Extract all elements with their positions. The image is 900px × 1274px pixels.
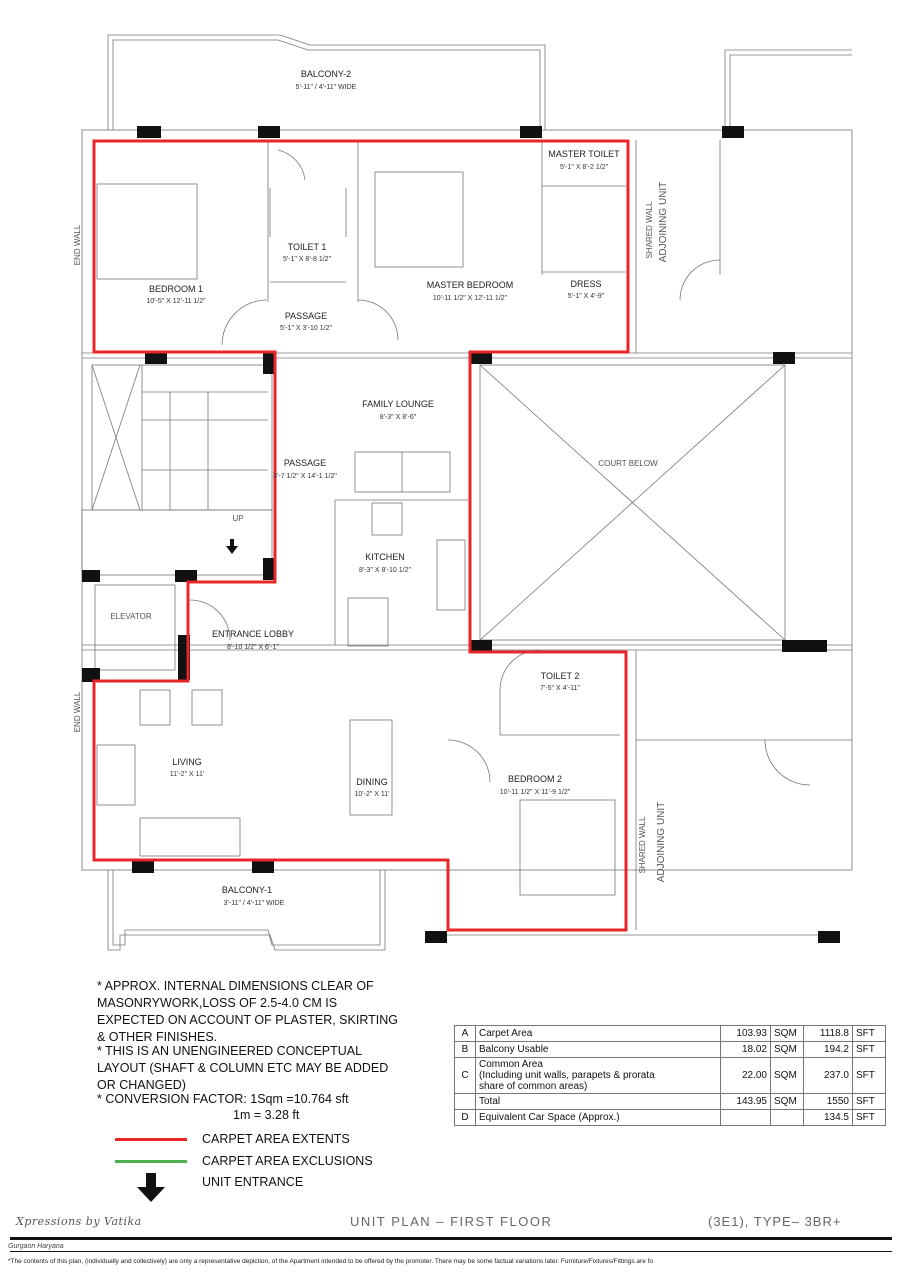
conversion-factor-line1: * CONVERSION FACTOR: 1Sqm =10.764 sft <box>97 1092 349 1106</box>
legend-carpet-exclusions <box>115 1151 373 1171</box>
row-sft-unit: SFT <box>853 1094 886 1110</box>
room-dims-family-lounge: 8'-3" X 8'-6" <box>379 414 417 421</box>
row-sft: 237.0 <box>804 1058 853 1094</box>
row-label-line: share of common areas) <box>479 1081 588 1092</box>
note-internal-dimensions: * APPROX. INTERNAL DIMENSIONS CLEAR OF MASONRYWORK,LOSS OF 2.5-4.0 CM IS EXPECTED ON ACCOUNT OF PLASTER, SKIRTING & OTHER FINISHES. <box>97 979 398 1044</box>
room-name-balcony1: BALCONY-1 <box>221 885 273 895</box>
row-sqm-unit: SQM <box>771 1042 804 1058</box>
adjoining-unit-top-label: ADJOINING UNIT <box>658 181 669 263</box>
room-name-toilet2: TOILET 2 <box>540 671 580 681</box>
room-dims-toilet2: 7'-5" X 4'-11" <box>540 685 580 692</box>
carpet-area-boundary <box>94 141 628 930</box>
row-sft: 194.2 <box>804 1042 853 1058</box>
row-label: Carpet Area <box>476 1026 721 1042</box>
row-sqm: 18.02 <box>720 1042 770 1058</box>
footer-divider-thick <box>10 1237 892 1240</box>
table-row <box>455 1026 886 1042</box>
room-name-passage-top: PASSAGE <box>284 311 328 321</box>
conversion-factor-line2: 1m = 3.28 ft <box>233 1108 300 1122</box>
row-sft: 1550 <box>804 1094 853 1110</box>
legend-arrow-icon <box>115 1173 187 1203</box>
shared-wall-top-label: SHARED WALL <box>645 201 654 259</box>
row-sqm-unit: SQM <box>771 1094 804 1110</box>
row-sqm: 103.93 <box>720 1026 770 1042</box>
row-label-line: Common Area <box>479 1059 543 1070</box>
room-name-bedroom2: BEDROOM 2 <box>507 774 563 784</box>
room-dims-bedroom1: 10'-5" X 12'-11 1/2" <box>146 298 206 305</box>
room-name-master-toilet: MASTER TOILET <box>548 149 620 159</box>
footer-divider-thin <box>10 1251 892 1252</box>
shared-wall-bottom-label: SHARED WALL <box>638 816 647 874</box>
wall-columns <box>82 126 840 943</box>
row-sft-unit: SFT <box>853 1042 886 1058</box>
unit-entrance-arrow <box>226 539 238 554</box>
row-sqm-unit: SQM <box>771 1026 804 1042</box>
row-sqm: 143.95 <box>720 1094 770 1110</box>
note-unengineered-layout: * THIS IS AN UNENGINEERED CONCEPTUAL LAYOUT (SHAFT & COLUMN ETC MAY BE ADDED OR CHANGED) <box>97 1044 389 1092</box>
up-label: UP <box>232 514 244 523</box>
table-row <box>455 1094 886 1110</box>
row-key <box>455 1094 476 1110</box>
table-row <box>455 1058 886 1094</box>
legend-carpet-extents-label: CARPET AREA EXTENTS <box>202 1132 350 1146</box>
row-sft-unit: SFT <box>853 1026 886 1042</box>
row-key: D <box>455 1110 476 1126</box>
adjoining-unit-bottom-label: ADJOINING UNIT <box>656 801 667 883</box>
room-labels <box>146 69 620 907</box>
row-label: Total <box>476 1094 721 1110</box>
room-dims-master-toilet: 5'-1" X 8'-2 1/2" <box>559 164 609 171</box>
row-sft: 1118.8 <box>804 1026 853 1042</box>
elevator-label: ELEVATOR <box>110 612 152 621</box>
row-key: A <box>455 1026 476 1042</box>
row-key: B <box>455 1042 476 1058</box>
row-sqm-unit: SQM <box>771 1058 804 1094</box>
legend-carpet-exclusions-label: CARPET AREA EXCLUSIONS <box>202 1154 373 1168</box>
room-name-master-bedroom: MASTER BEDROOM <box>426 280 514 290</box>
room-dims-passage-mid: 3'-7 1/2" X 14'-1 1/2" <box>273 473 337 480</box>
room-dims-dining: 10'-2" X 11' <box>354 791 390 798</box>
room-dims-kitchen: 8'-3" X 8'-10 1/2" <box>358 567 412 574</box>
legend-red-line <box>115 1138 187 1141</box>
room-name-entrance-lobby: ENTRANCE LOBBY <box>211 629 295 639</box>
room-name-balcony2: BALCONY-2 <box>300 69 352 79</box>
room-dims-entrance-lobby: 8'-10 1/2" X 6'-1" <box>226 644 280 651</box>
plan-structure <box>82 35 852 950</box>
unit-type: (3E1), TYPE– 3BR+ <box>708 1214 842 1229</box>
row-sqm <box>720 1110 770 1126</box>
room-dims-balcony2: 5'-11" / 4'-11" WIDE <box>295 84 357 91</box>
room-name-dining: DINING <box>356 777 388 787</box>
room-dims-living: 11'-2" X 11' <box>169 771 205 778</box>
row-key: C <box>455 1058 476 1094</box>
room-dims-balcony1: 3'-11" / 4'-11" WIDE <box>223 900 285 907</box>
room-name-kitchen: KITCHEN <box>365 552 405 562</box>
table-row <box>455 1110 886 1126</box>
row-label: Equivalent Car Space (Approx.) <box>476 1110 721 1126</box>
court-below-label: COURT BELOW <box>598 459 658 468</box>
legend-green-line <box>115 1160 187 1163</box>
room-name-family-lounge: FAMILY LOUNGE <box>362 399 434 409</box>
row-sft-unit: SFT <box>853 1110 886 1126</box>
room-name-bedroom1: BEDROOM 1 <box>148 284 204 294</box>
row-sqm-unit <box>771 1110 804 1126</box>
location-text: Gurgaon Haryana <box>8 1243 64 1250</box>
room-dims-toilet1: 5'-1" X 8'-8 1/2" <box>282 256 332 263</box>
row-label: Balcony Usable <box>476 1042 721 1058</box>
disclaimer-text: *The contents of this plan, (individually and collectively) are only a representative depiction, of the Apartment intended to be offered by the promoter. There may be some factual variations later. Furniture/Fixtures/Fittings are fo <box>8 1258 654 1265</box>
room-name-passage-mid: PASSAGE <box>283 458 327 468</box>
area-table <box>454 1025 886 1126</box>
plan-title: UNIT PLAN – FIRST FLOOR <box>350 1214 553 1229</box>
room-dims-passage-top: 5'-1" X 3'-10 1/2" <box>279 325 333 332</box>
room-name-living: LIVING <box>172 757 202 767</box>
room-name-dress: DRESS <box>570 279 602 289</box>
legend-carpet-extents <box>115 1129 350 1149</box>
row-sft-unit: SFT <box>853 1058 886 1094</box>
row-label-line: (Including unit walls, parapets & prorata <box>479 1070 655 1081</box>
row-sqm: 22.00 <box>720 1058 770 1094</box>
row-label <box>476 1058 721 1094</box>
row-sft: 134.5 <box>804 1110 853 1126</box>
room-name-toilet1: TOILET 1 <box>287 242 327 252</box>
legend-unit-entrance <box>115 1173 304 1203</box>
legend-unit-entrance-label: UNIT ENTRANCE <box>202 1175 304 1189</box>
table-row <box>455 1042 886 1058</box>
room-dims-master-bedroom: 10'-11 1/2" X 12'-11 1/2" <box>432 295 508 302</box>
brand-name: Xpressions by Vatika <box>16 1215 142 1228</box>
end-wall-top-label: END WALL <box>73 224 82 266</box>
end-wall-bottom-label: END WALL <box>73 691 82 733</box>
room-dims-dress: 5'-1" X 4'-9" <box>567 293 605 300</box>
room-dims-bedroom2: 10'-11 1/2" X 11'-9 1/2" <box>499 789 571 796</box>
